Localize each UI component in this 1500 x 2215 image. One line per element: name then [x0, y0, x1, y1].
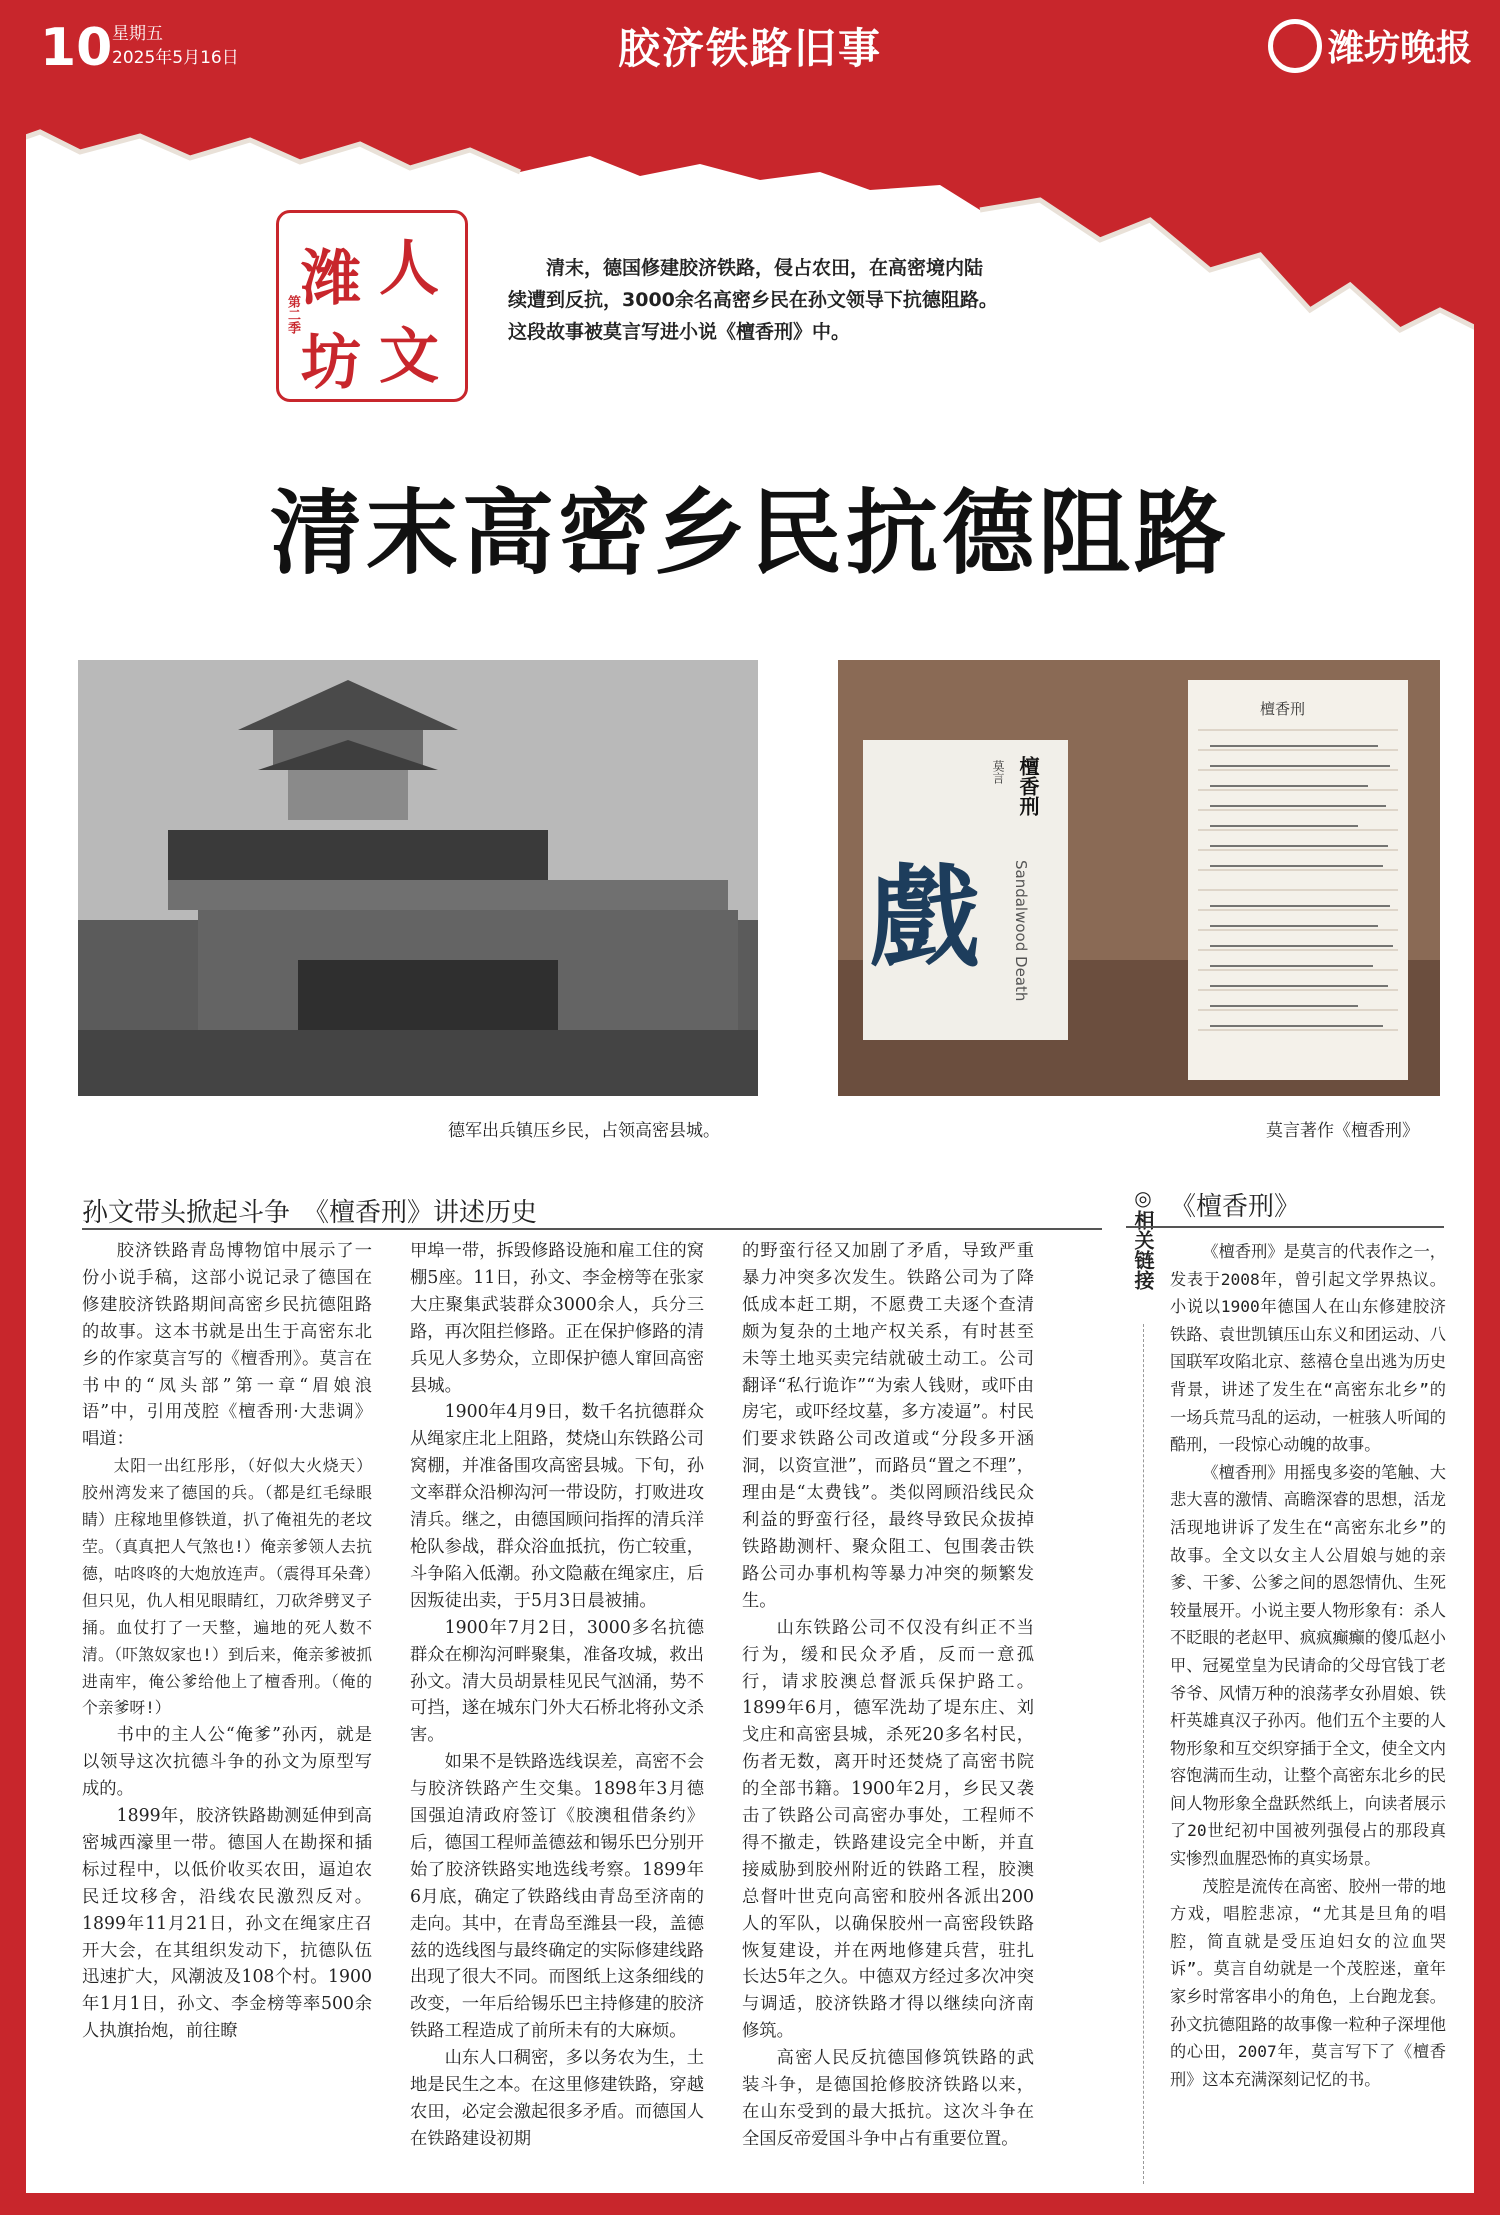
- book-photo: [838, 660, 1440, 1096]
- subhead-rule: [82, 1228, 1102, 1230]
- stamp-char: 潍: [301, 244, 361, 314]
- article-paragraph: 1900年4月9日，数千名抗德群众从绳家庄北上阻路，焚烧山东铁路公司窝棚，并准备围攻高密县城。下旬，孙文率群众沿柳沟河一带设防，打败进攻清兵。继之，由德国顾问指挥的清兵洋枪队参战，群众浴血抵抗，伤亡较重，斗争陷入低潮。孙文隐蔽在绳家庄，后因叛徒出卖，于5月3日晨被捕。: [410, 1402, 704, 1611]
- opera-lyrics: 太阳一出红彤彤，（好似大火烧天）胶州湾发来了德国的兵。（都是红毛绿眼睛）庄稼地里修铁道，扒了俺祖先的老坟茔。（真真把人气煞也!）俺亲爹领人去抗德，咕咚咚的大炮放连声。（震得耳朵聋）但只见，仇人相见眼睛红，刀砍斧劈叉子捅。血仗打了一天整，遍地的死人数不清。（吓煞奴家也!）到后来，俺亲爹被抓进南牢，俺公爹给他上了檀香刑。（俺的个亲爹呀!）: [82, 1456, 372, 1718]
- right-photo-caption: 莫言著作《檀香刑》: [1266, 1121, 1419, 1141]
- stamp-season: 第二季: [285, 295, 300, 334]
- article-paragraph: 1899年，胶济铁路勘测延伸到高密城西濠里一带。德国人在勘探和插标过程中，以低价收买农田，逼迫农民迁坟移舍，沿线农民激烈反对。1899年11月21日，孙文在绳家庄召开大会，在其组织发动下，抗德队伍迅速扩大，风潮波及108个村。1900年1月1日，孙文、李金榜等率500余人执旗抬炮，前往瞭: [82, 1806, 372, 2042]
- article-column-1: [82, 1238, 372, 2045]
- column-stamp: [276, 210, 468, 402]
- logo-icon: [1268, 19, 1322, 73]
- manuscript-title: 檀香刑: [1260, 700, 1306, 718]
- article-paragraph: 高密人民反抗德国修筑铁路的武装斗争，是德国抢修胶济铁路以来，在山东受到的最大抵抗。这次斗争在全国反帝爱国斗争中占有重要位置。: [742, 2048, 1034, 2149]
- left-frame: [0, 88, 26, 2215]
- article-paragraph: 胶济铁路青岛博物馆中展示了一份小说手稿，这部小说记录了德国在修建胶济铁路期间高密乡民抗德阻路的故事。这本书就是出生于高密东北乡的作家莫言写的《檀香刑》。莫言在书中的“凤头部”第一章“眉娘浪语”中，引用茂腔《檀香刑·大悲调》唱道：: [82, 1241, 372, 1450]
- book-cover-big-char: 戲: [870, 853, 980, 982]
- page-number: 10: [40, 18, 113, 78]
- article-column-3: [742, 1238, 1034, 2153]
- article-paragraph: 山东人口稠密，多以务农为生，土地是民生之本。在这里修建铁路，穿越农田，必定会激起很多矛盾。而德国人在铁路建设初期: [410, 2048, 704, 2149]
- article-paragraph: 书中的主人公“俺爹”孙丙，就是以领导这次抗德斗争的孙文为原型写成的。: [82, 1725, 372, 1800]
- article-subhead: 孙文带头掀起斗争 《檀香刑》讲述历史: [82, 1198, 538, 1228]
- intro-text: 清末，德国修建胶济铁路，侵占农田，在高密境内陆续遭到反抗，3000余名高密乡民在孙文领导下抗德阻路。这段故事被莫言写进小说《檀香刑》中。: [508, 257, 998, 343]
- section-title: 胶济铁路旧事: [617, 24, 882, 73]
- date: 2025年5月16日: [112, 48, 239, 68]
- article-paragraph: 的野蛮行径又加剧了矛盾，导致严重暴力冲突多次发生。铁路公司为了降低成本赶工期，不愿费工夫逐个查清颇为复杂的土地产权关系，有时甚至未等土地买卖完结就破土动工。公司翻译“私行诡诈”“为索人钱财，或吓由房宅，或吓经坟墓，多方凌逼”。村民们要求铁路公司改道或“分段多开涵洞，以资宣泄”，而路员“置之不理”，理由是“太费钱”。类似罔顾沿线民众利益的野蛮行径，最终导致民众拔掉铁路勘测杆、聚众阻工、包围袭击铁路公司办事机构等暴力冲突的频繁发生。: [742, 1241, 1034, 1611]
- headline: 清末高密乡民抗德阻路: [269, 480, 1230, 587]
- book-cover-title: 檀香刑: [1016, 756, 1040, 816]
- sidebar-divider: [1143, 1324, 1144, 2184]
- historical-photo: [78, 660, 758, 1096]
- sidebar-title: 《檀香刑》: [1170, 1192, 1301, 1222]
- sidebar-paragraph: 茂腔是流传在高密、胶州一带的地方戏，唱腔悲凉，“尤其是旦角的唱腔，简直就是受压迫妇女的泣血哭诉”。莫言自幼就是一个茂腔迷，童年家乡时常客串小的角色，上台跑龙套。孙文抗德阻路的故事像一粒种子深埋他的心田，2007年，莫言写下了《檀香刑》这本充满深刻记忆的书。: [1170, 1876, 1446, 2089]
- related-link-label: ◎相关链接: [1131, 1186, 1155, 1290]
- article-paragraph: 山东铁路公司不仅没有纠正不当行为，缓和民众矛盾，反而一意孤行，请求胶澳总督派兵保护路工。1899年6月，德军洗劫了堤东庄、刘戈庄和高密县城，杀死20多名村民，伤者无数，离开时还焚烧了高密书院的全部书籍。1900年2月，乡民又袭击了铁路公司高密办事处，工程师不得不撤走，铁路建设完全中断，并直接威胁到胶州附近的铁路工程，胶澳总督叶世克向高密和胶州各派出200人的军队，以确保胶州一高密段铁路恢复建设，并在两地修建兵营，驻扎长达5年之久。中德双方经过多次冲突与调适，胶济铁路才得以继续向济南修筑。: [742, 1617, 1034, 2042]
- weekday: 星期五: [112, 24, 163, 44]
- article-paragraph: 甲埠一带，拆毁修路设施和雇工住的窝棚5座。11日，孙文、李金榜等在张家大庄聚集武装群众3000余人，兵分三路，再次阻拦修路。正在保护修路的清兵见人多势众，立即保护德人窜回高密县城。: [410, 1241, 704, 1396]
- bottom-frame: [0, 2193, 1500, 2215]
- newspaper-name: 潍坊晚报: [1327, 28, 1472, 69]
- article-column-2: [410, 1238, 704, 2153]
- article-paragraph: 1900年7月2日，3000多名抗德群众在柳沟河畔聚集，准备攻城，救出孙文。清大员胡景桂见民气汹涌，势不可挡，遂在城东门外大石桥北将孙文杀害。: [410, 1617, 704, 1746]
- sidebar-text: [1170, 1238, 1446, 2093]
- sidebar-paragraph: 《檀香刑》用摇曳多姿的笔触、大悲大喜的激情、高瞻深睿的思想，活龙活现地讲诉了发生在“高密东北乡”的故事。全文以女主人公眉娘与她的亲爹、干爹、公爹之间的恩怨情仇、生死较量展开。小说主要人物形象有：杀人不眨眼的老赵甲、疯疯癫癫的傻瓜赵小甲、冠冕堂皇为民请命的父母官钱丁老爷爷、风情万种的浪荡孝女孙眉娘、铁杆英雄真汉子孙丙。他们五个主要的人物形象和互交织穿插于全文，使全文内容饱满而生动，让整个高密东北乡的民间人物形象全盘跃然纸上，向读者展示了20世纪初中国被列强侵占的那段真实惨烈血腥恐怖的真实场景。: [1170, 1462, 1446, 1869]
- stamp-char: 文: [379, 322, 439, 392]
- left-photo-caption: 德军出兵镇压乡民，占领高密县城。: [448, 1121, 720, 1141]
- article-paragraph: 如果不是铁路选线误差，高密不会与胶济铁路产生交集。1898年3月德国强迫清政府签订《胶澳租借条约》后，德国工程师盖德兹和锡乐巴分别开始了胶济铁路实地选线考察。1899年6月底，确定了铁路线由青岛至济南的走向。其中，在青岛至潍县一段，盖德兹的选线图与最终确定的实际修建线路出现了很大不同。而图纸上这条细线的改变，一年后给锡乐巴主持修建的胶济铁路工程造成了前所未有的大麻烦。: [410, 1752, 704, 2042]
- historical-photo-drawing: [78, 660, 758, 1096]
- sidebar-rule: [1126, 1226, 1444, 1228]
- book-cover-author: 莫言: [991, 760, 1005, 784]
- stamp-char: 人: [379, 234, 439, 304]
- newspaper-logo: [1268, 20, 1472, 77]
- book-cover-english: Sandalwood Death: [1012, 860, 1030, 1002]
- page-header: [0, 0, 1500, 88]
- right-frame: [1474, 88, 1500, 2215]
- sidebar-paragraph: 《檀香刑》是莫言的代表作之一，发表于2008年，曾引起文学界热议。小说以1900年德国人在山东修建胶济铁路、袁世凯镇压山东义和团运动、八国联军攻陷北京、慈禧仓皇出逃为历史背景，讲述了发生在“高密东北乡”的一场兵荒马乱的运动，一桩骇人听闻的酷刑，一段惊心动魄的故事。: [1170, 1242, 1446, 1455]
- stamp-char: 坊: [301, 328, 361, 398]
